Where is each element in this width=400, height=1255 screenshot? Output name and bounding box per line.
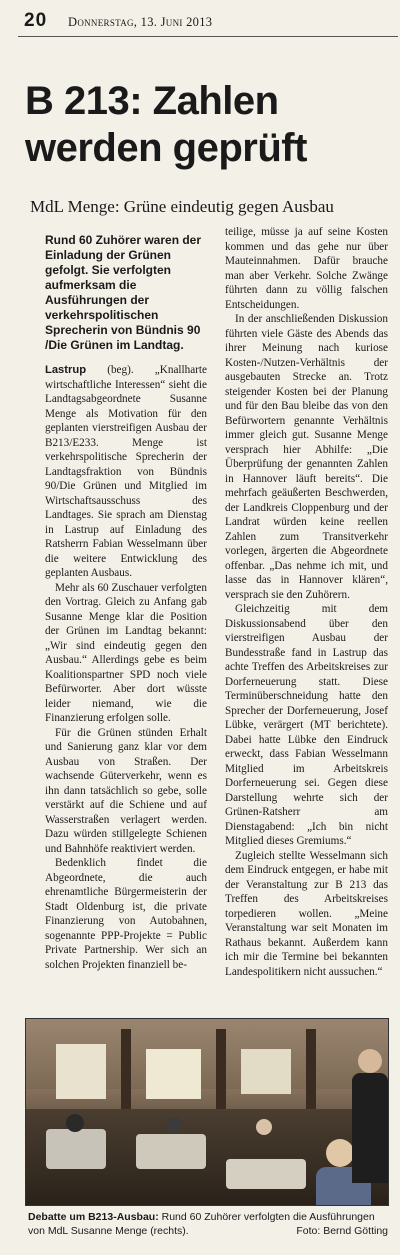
article-lead: Rund 60 Zuhörer waren der Einladung der Grünen gefolgt. Sie verfolgten aufmerksam die Ausführungen der verkehrspolitischen Sprecherin von Bündnis 90 /Die Grünen im Landtag.: [45, 233, 202, 352]
paragraph-7: Gleichzeitig mit dem Diskussionsabend über den vierstreifigen Ausbau der Bundesstraße fand in Lastrup das achte Treffen des Arbeitskreises zur Dorferneuerung statt. Diese Terminüberschneidung hatte den Sprecher der Dorferneuerung, Josef Lübke, verärgert (MT berichtete). Dabei hatte Lübke den Eindruck erweckt, dass Fabian Wesselmann Mitglied im Arbeitskreis Dorferneuerung sei. Gegen diese Darstellung wehrte sich der Grünen-Ratsherr am Dienstagabend: „Ich bin nicht Mitglied dieses Gremiums.“: [225, 603, 388, 847]
photo-window: [146, 1049, 201, 1099]
headline-line-1: B 213: Zahlen: [25, 79, 279, 123]
paragraph-6: In der anschließenden Diskussion führten viele Gäste des Abends das ihrer Meinung nach kuriose Kosten-/Nutzen-Verhältnis der ausgebauten Strecke an. Trotz steigender Kosten bei der Planung und für den Bau bleibe das von den Befürwortern genannte Verhältnis immer gleich gut. Susanne Menge versprach hier Abhilfe: „Die Überprüfung der genannten Zahlen in Hannover läuft bereits“. Die mehrfach geäußerten Beschwerden, der Landkreis Cloppenburg und der Landrat würden keine reellen Zahlen zum Transitverkehr vorlegen, ärgerten die Abgeordnete offenbar. „Das nehme ich mit, und lasse das in Hannover klären“, versprach sie den Zuhörern.: [225, 313, 388, 601]
paragraph-5: teilige, müsse ja auf seine Kosten kommen und das gehe nur über Mauteinnahmen. Dafür brauche man aber Verkehr. Solche Zwänge führten dann zu völlig falschen Entscheidungen.: [225, 226, 388, 311]
caption-title: Debatte um B213-Ausbau:: [28, 1211, 159, 1223]
photo-window: [56, 1044, 106, 1099]
photo-person-head: [66, 1114, 84, 1132]
photo-caption: [28, 1210, 388, 1238]
paragraph-1: [45, 363, 207, 581]
photo-table: [226, 1159, 306, 1189]
caption-text: Rund 60 Zuhörer verfolgten die Ausführungen von MdL Susanne Menge (rechts).: [28, 1211, 375, 1237]
article-column-right: [225, 225, 388, 1020]
photo-speaker-head: [358, 1049, 382, 1073]
article-column-left: [45, 225, 207, 1025]
paragraph-2: Mehr als 60 Zuschauer verfolgten den Vortrag. Gleich zu Anfang gab Susanne Menge klar die Position der Grünen im Landtag bekannt: „Wir sind eindeutig gegen den Ausbau.“ Allerdings gebe es beim Koalitionspartner SPD noch viele Befürworter. Aber dort wüsste leider niemand, wie die Finanzierung erfolgen solle.: [45, 581, 207, 724]
issue-date: Donnerstag, 13. Juni 2013: [68, 15, 213, 29]
event-photo: [25, 1018, 389, 1206]
page-number: 20: [24, 10, 48, 31]
dateline: Lastrup: [45, 364, 87, 376]
paragraph-4: Bedenklich findet die Abgeordnete, die auch ehrenamtliche Bürgermeisterin der Stadt Oldenburg ist, die private Finanzierung von Autobahnen, sogenannte PPP-Projekte = Public Private Partnership. Wer sich an solchen Projekten finanziell be-: [45, 857, 207, 971]
headline: [25, 78, 395, 172]
headline-line-2: werden geprüft: [25, 126, 307, 170]
photo-credit: Foto: Bernd Götting: [296, 1225, 388, 1237]
photo-table: [46, 1129, 106, 1169]
photo-person-head: [256, 1119, 272, 1135]
photo-table: [136, 1134, 206, 1169]
photo-window: [241, 1049, 291, 1094]
paragraph-1-text: (beg). „Knallharte wirtschaftliche Interessen“ sieht die Landtagsabgeordnete Susanne Menge als Motivation für den geplanten vierstreifigen Ausbau der B213/E233. Menge ist verkehrspolitische Sprecherin der Landtagsfraktion von Bündnis 90/Die Grünen und Mitglied im Wirtschaftsausschuss des Landtages. Sie sprach am Dienstag in Lastrup auf Einladung des Ratsherrn Fabian Wesselmann über die weitere Entwicklung des geplanten Ausbaus.: [45, 364, 207, 579]
photo-person-head: [326, 1139, 354, 1167]
page-header: [18, 8, 398, 37]
paragraph-3: Für die Grünen stünden Erhalt und Sanierung ganz klar vor dem Ausbau von Straßen. Der wachsende Güterverkehr, wenn es ihn dann tatsächlich so gebe, solle verstärkt auf die Schiene und auf Wasserstraßen verlagert werden. Dazu würden stillgelegte Schienen und Bahnhöfe reaktiviert werden.: [45, 726, 207, 855]
photo-speaker-body: [352, 1073, 388, 1183]
photo-person-head: [166, 1117, 182, 1133]
paragraph-8: Zugleich stellte Wesselmann sich dem Eindruck entgegen, er habe mit der Veranstaltung zur B 213 das Treffen des Arbeitskreises torpedieren wollen. „Meine Veranstaltung war seit Monaten im Rathaus bekannt. Außerdem kann ich mir die Termine bei bekannten Landespolitikern nicht aussuchen.“: [225, 849, 388, 978]
subheadline: MdL Menge: Grüne eindeutig gegen Ausbau: [30, 197, 334, 216]
